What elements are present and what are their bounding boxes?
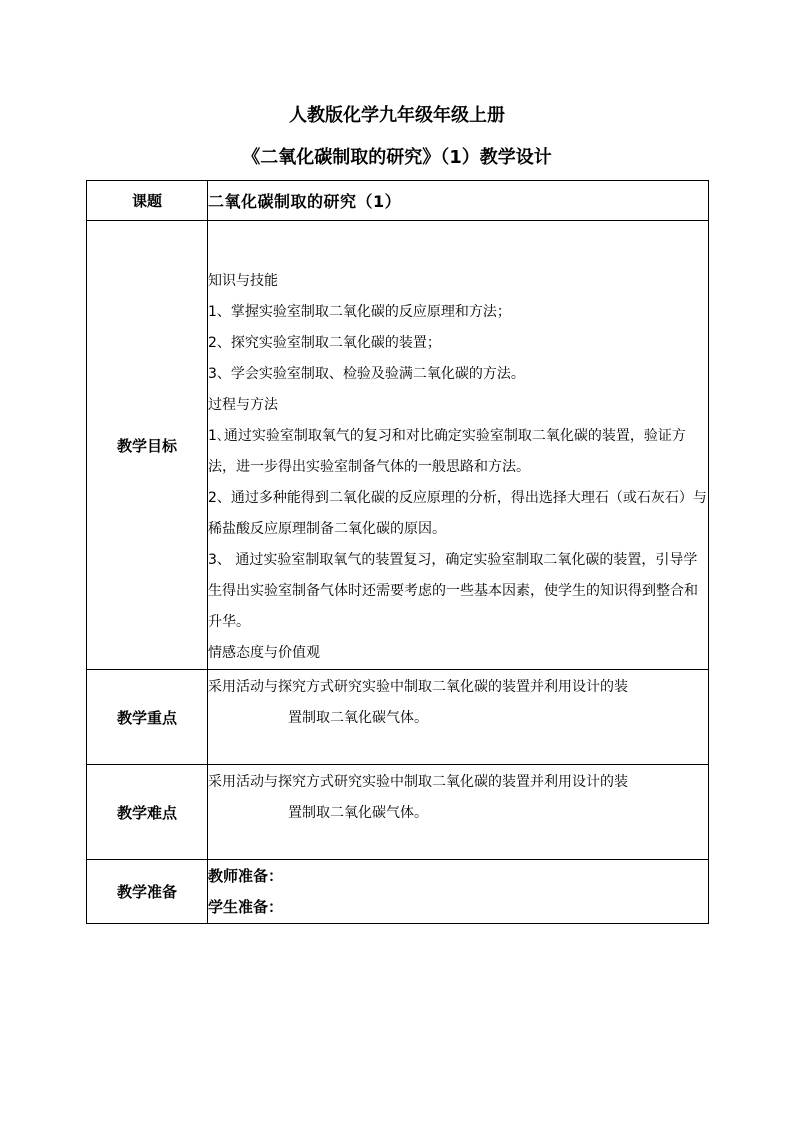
difficulties-label: 教学难点 [87,765,208,860]
key-points-line: 采用活动与探究方式研究实验中制取二氧化碳的装置并利用设计的装 [208,679,628,695]
difficulties-line: 采用活动与探究方式研究实验中制取二氧化碳的装置并利用设计的装 [208,774,628,790]
knowledge-item: 1、掌握实验室制取二氧化碳的反应原理和方法； [208,304,511,320]
key-points-content [208,670,709,765]
process-item: 2、通过多种能得到二氧化碳的反应原理的分析，得出选择大理石（或石灰石）与稀盐酸反应原理制备二氧化碳的原因。 [208,490,707,537]
preparation-content [208,860,709,924]
process-item: 3、 通过实验室制取氧气的装置复习，确定实验室制取二氧化碳的装置，引导学生得出实验室制备气体时还需要考虑的一些基本因素，使学生的知识得到整合和升华。 [208,552,698,630]
teacher-preparation: 教师准备： [208,866,284,885]
topic-value-cell [208,181,709,221]
table-row-key-points [87,670,709,765]
table-row-objectives [87,221,709,670]
document-subtitle: 《二氧化碳制取的研究》（1）教学设计 [242,147,552,168]
knowledge-item: 2、探究实验室制取二氧化碳的装置； [208,335,441,351]
student-preparation: 学生准备： [208,897,284,916]
process-heading: 过程与方法 [208,397,278,413]
table-row-preparation [87,860,709,924]
difficulties-content [208,765,709,860]
table-row-topic [87,181,709,221]
key-points-line: 置制取二氧化碳气体。 [288,710,428,726]
lesson-plan-table [86,180,709,924]
document-title: 人教版化学九年级年级上册 [289,105,505,126]
knowledge-heading: 知识与技能 [208,273,278,289]
attitude-heading: 情感态度与价值观 [208,645,320,661]
process-item: 1､通过实验室制取氧气的复习和对比确定实验室制取二氧化碳的装置，验证方法，进一步得出实验室制备气体的一般思路和方法。 [208,428,686,475]
preparation-label: 教学准备 [87,860,208,924]
topic-label: 课题 [87,181,208,221]
topic-value: 二氧化碳制取的研究（1） [208,192,402,211]
objectives-content [208,221,709,670]
key-points-label: 教学重点 [87,670,208,765]
table-row-difficulties [87,765,709,860]
objectives-label: 教学目标 [87,221,208,670]
difficulties-line: 置制取二氧化碳气体。 [288,805,428,821]
knowledge-item: 3、学会实验室制取、检验及验满二氧化碳的方法。 [208,366,525,382]
